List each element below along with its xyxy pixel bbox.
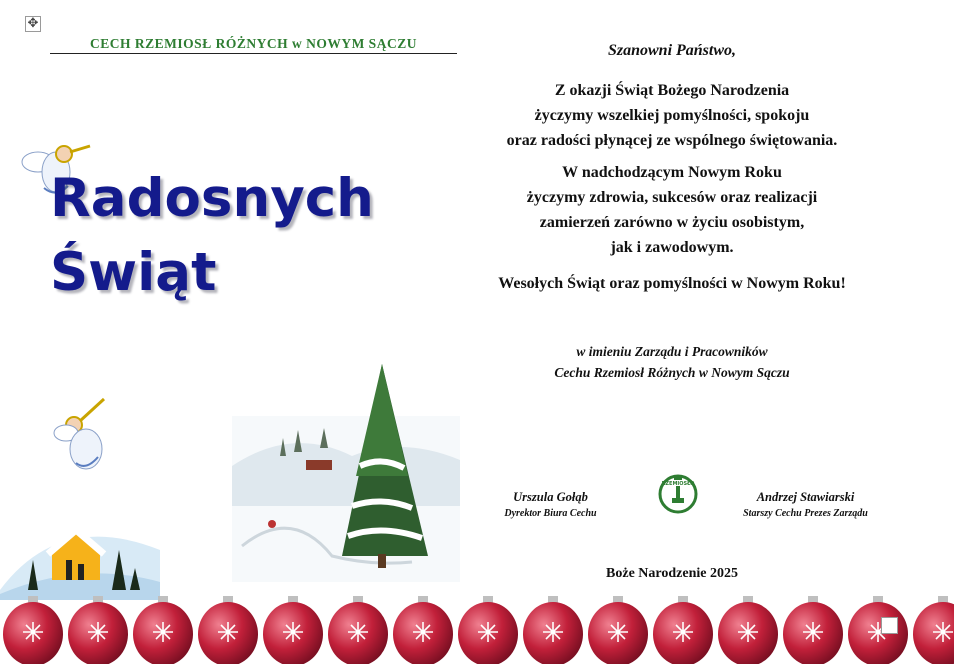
wishes-paragraph-2 xyxy=(458,160,886,260)
bauble-icon xyxy=(653,596,713,664)
wishes-line: jak i zawodowym. xyxy=(610,239,734,256)
bauble-icon xyxy=(588,596,648,664)
bauble-icon xyxy=(718,596,778,664)
signature-right xyxy=(718,490,893,519)
headline xyxy=(50,162,374,310)
bauble-icon xyxy=(913,596,954,664)
crest-logo-text: RZEMIOSŁO xyxy=(661,481,695,487)
nativity-icon xyxy=(0,490,160,600)
signatory-role: Starszy Cechu Prezes Zarządu xyxy=(743,508,868,519)
on-behalf-of xyxy=(458,341,886,383)
bauble-icon xyxy=(328,596,388,664)
wishes-line: życzymy zdrowia, sukcesów oraz realizacji xyxy=(526,189,818,206)
bauble-icon xyxy=(198,596,258,664)
signatory-name: Andrzej Stawiarski xyxy=(756,490,855,504)
wishes-line: W nadchodzącym Nowym Roku xyxy=(562,164,782,181)
signatory-role: Dyrektor Biura Cechu xyxy=(504,508,597,519)
bauble-icon xyxy=(458,596,518,664)
signatory-name: Urszula Gołąb xyxy=(513,490,588,504)
headline-line-2: Świąt xyxy=(50,242,217,303)
wishes-line: Z okazji Świąt Bożego Narodzenia xyxy=(554,82,790,99)
bauble-icon xyxy=(848,596,908,664)
bauble-border xyxy=(0,592,954,664)
behalf-line: w imieniu Zarządu i Pracowników xyxy=(576,344,768,359)
bauble-icon xyxy=(523,596,583,664)
wishes-closing: Wesołych Świąt oraz pomyślności w Nowym Roku! xyxy=(498,275,846,292)
wishes-line: oraz radości płynącej ze wspólnego świętowania. xyxy=(506,132,838,149)
bauble-icon xyxy=(68,596,128,664)
winter-tree-icon xyxy=(232,356,460,582)
wishes-paragraph-1 xyxy=(458,78,886,153)
bauble-icon xyxy=(3,596,63,664)
bauble-icon xyxy=(783,596,843,664)
signature-left xyxy=(478,490,623,519)
wishes-line: zamierzeń zarówno w życiu osobistym, xyxy=(539,214,805,231)
angel-icon xyxy=(52,393,114,475)
greeting: Szanowni Państwo, xyxy=(607,42,737,59)
headline-line-1: Radosnych xyxy=(50,168,374,229)
crest-logo-icon xyxy=(657,472,699,516)
bauble-icon xyxy=(133,596,193,664)
date-line: Boże Narodzenie 2025 xyxy=(606,566,738,581)
resize-handle[interactable] xyxy=(881,617,898,634)
organization-header: CECH RZEMIOSŁ RÓŻNYCH w NOWYM SĄCZU xyxy=(50,36,457,54)
bauble-icon xyxy=(263,596,323,664)
behalf-line: Cechu Rzemiosł Różnych w Nowym Sączu xyxy=(554,365,790,380)
table-move-handle-icon[interactable]: ✥ xyxy=(25,16,41,32)
wishes-line: życzymy wszelkiej pomyślności, spokoju xyxy=(534,107,810,124)
bauble-icon xyxy=(393,596,453,664)
